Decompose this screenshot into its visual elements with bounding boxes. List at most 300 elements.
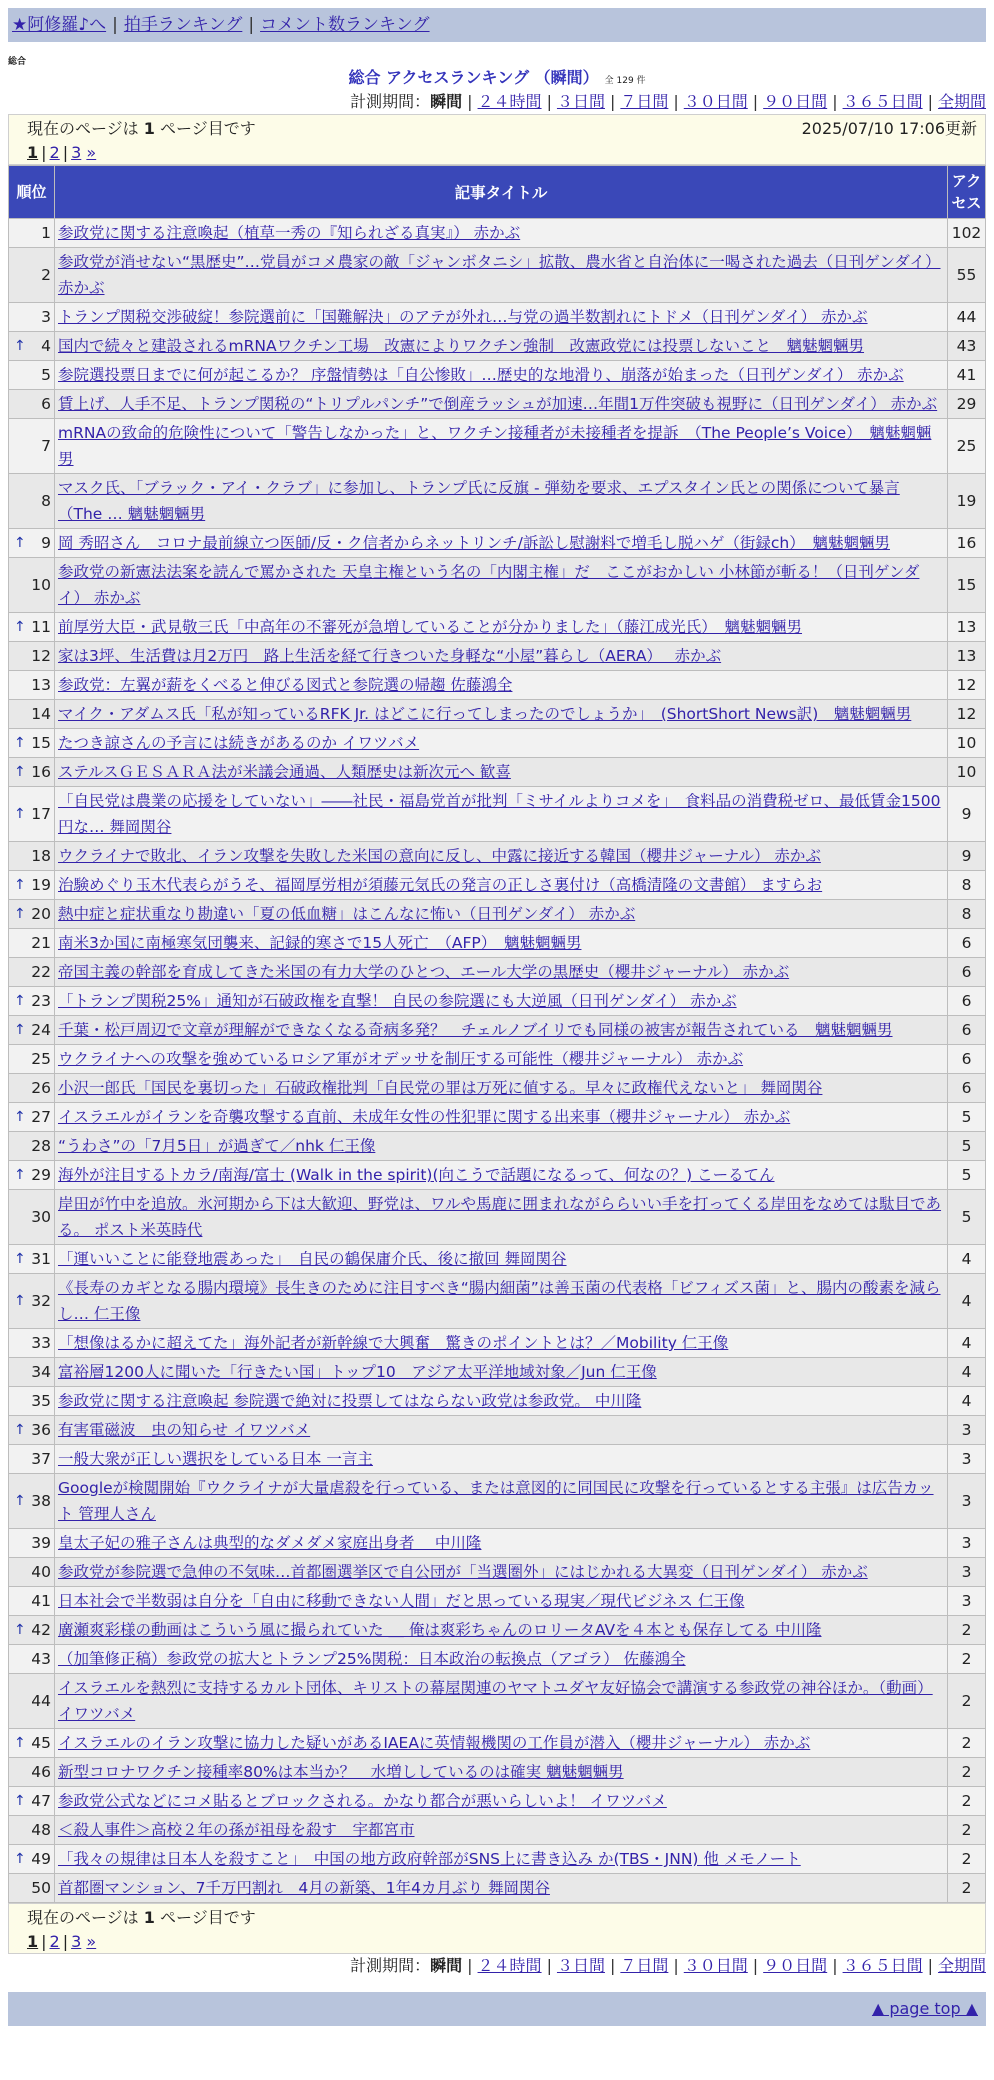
table-row (9, 529, 985, 557)
access-count: 55 (948, 248, 985, 302)
up-arrow-icon: ↑ (14, 535, 26, 551)
pager-separator: | (62, 1932, 69, 1951)
table-row (9, 248, 985, 302)
title-cell (55, 219, 947, 247)
ranking-table (8, 165, 986, 1903)
article-link[interactable]: Googleが検閲開始『ウクライナが大量虐殺を行っている、または意図的に同国民に攻撃を行っているとする主張』は広告カット 管理人さん (58, 1479, 934, 1523)
up-arrow-icon: ↑ (14, 1109, 26, 1125)
period-option-link[interactable]: 全期間 (937, 1956, 986, 1975)
footer-bar (8, 1992, 986, 2026)
title-cell (55, 929, 947, 957)
access-count: 25 (948, 419, 985, 473)
article-link[interactable]: イスラエルを熱烈に支持するカルト団体、キリストの幕屋関連のヤマトユダヤ友好協会で講演する参政党の神谷ほか。（動画） イワツバメ (58, 1679, 933, 1723)
article-link[interactable]: 参政党に関する注意喚起（植草一秀の『知られざる真実』） 赤かぶ (58, 224, 521, 242)
access-count: 2 (948, 1874, 985, 1902)
article-link[interactable]: 参政党に関する注意喚起 参院選で絶対に投票してはならない政党は参政党。 中川隆 (58, 1392, 642, 1410)
article-link[interactable]: ウクライナへの攻撃を強めているロシア軍がオデッサを制圧する可能性（櫻井ジャーナル） 赤かぶ (58, 1050, 744, 1068)
access-count: 2 (948, 1845, 985, 1873)
period-option-link[interactable]: ３０日間 (683, 92, 748, 111)
title-cell (55, 758, 947, 786)
title-cell (55, 900, 947, 928)
title-cell (55, 1645, 947, 1673)
article-link[interactable]: 治験めぐり玉木代表らがうそ、福岡厚労相が須藤元気氏の発言の正しさ裏付け（高橋清隆の文書館） ますらお (58, 876, 823, 894)
article-link[interactable]: たつき諒さんの予言には続きがあるのか イワツバメ (58, 734, 420, 752)
rank-cell (9, 758, 54, 786)
table-row (9, 842, 985, 870)
period-option-link[interactable]: ２４時間 (477, 1956, 542, 1975)
access-count: 10 (948, 758, 985, 786)
rank-number: 45 (31, 1734, 51, 1752)
rank-number: 6 (41, 395, 51, 413)
section-label: 総合 (8, 57, 27, 67)
rank-number: 37 (31, 1450, 51, 1468)
rank-number: 44 (31, 1692, 51, 1710)
header-count: アクセス (948, 166, 985, 218)
article-link[interactable]: 岡 秀昭さん コロナ最前線立つ医師/反・ク信者からネットリンチ/訴訟し慰謝料で増毛し脱ハゲ（街録ch） 魑魅魍魎男 (58, 534, 890, 552)
rank-number: 43 (31, 1650, 51, 1668)
top-nav (8, 8, 986, 42)
article-link[interactable]: 参院選投票日までに何が起こるか？ 序盤情勢は「自公惨敗」…歴史的な地滑り、崩落が始まった（日刊ゲンダイ） 赤かぶ (58, 366, 904, 384)
pager-next-link[interactable]: » (86, 1932, 97, 1951)
access-count: 8 (948, 871, 985, 899)
pager-page-link[interactable]: 3 (71, 143, 82, 162)
article-link[interactable]: 参政党が参院選で急伸の不気味…首都圏選挙区で自公団が「当選圏外」にはじかれる大異変（日刊ゲンダイ） 赤かぶ (58, 1563, 868, 1581)
pager-status-suffix: ページ目です (154, 1908, 256, 1927)
rank-number: 47 (31, 1792, 51, 1810)
up-arrow-icon: ↑ (14, 1251, 26, 1267)
title-cell (55, 1245, 947, 1273)
period-option-link[interactable]: ３日間 (556, 1956, 605, 1975)
period-separator: | (546, 1956, 552, 1975)
title-cell (55, 1274, 947, 1328)
rank-cell (9, 1132, 54, 1160)
article-link[interactable]: 前厚労大臣・武見敬三氏「中高年の不審死が急増していることが分かりました」（藤江成光氏） 魑魅魍魎男 (58, 618, 803, 636)
rank-number: 12 (31, 647, 51, 665)
article-link[interactable]: ウクライナで敗北、イラン攻撃を失敗した米国の意向に反し、中露に接近する韓国（櫻井ジャーナル） 赤かぶ (58, 847, 821, 865)
title-cell (55, 729, 947, 757)
rank-cell (9, 1587, 54, 1615)
access-count: 2 (948, 1816, 985, 1844)
rank-number: 31 (31, 1250, 51, 1268)
table-row (9, 1045, 985, 1073)
table-row (9, 1758, 985, 1786)
rank-number: 26 (31, 1079, 51, 1097)
period-separator: | (609, 92, 616, 111)
article-link[interactable]: 「想像はるかに超えてた」海外記者が新幹線で大興奮 驚きのポイントとは？／Mobility 仁王像 (58, 1334, 729, 1352)
title-cell (55, 1787, 947, 1815)
table-row (9, 671, 985, 699)
article-link[interactable]: 帝国主義の幹部を育成してきた米国の有力大学のひとつ、エール大学の黒歴史（櫻井ジャーナル） 赤かぶ (58, 963, 790, 981)
up-arrow-icon: ↑ (14, 1793, 26, 1809)
access-count: 5 (948, 1161, 985, 1189)
up-arrow-icon: ↑ (14, 735, 26, 751)
pager (8, 114, 986, 165)
nav-separator: | (112, 15, 118, 35)
access-count: 6 (948, 987, 985, 1015)
rank-number: 7 (41, 437, 51, 455)
title-cell (55, 1587, 947, 1615)
article-link[interactable]: イスラエルがイランを奇襲攻撃する直前、未成年女性の性犯罪に関する出来事（櫻井ジャーナル） 赤かぶ (58, 1108, 791, 1126)
comment-ranking-link[interactable]: コメント数ランキング (260, 15, 430, 35)
rank-number: 21 (31, 934, 51, 952)
article-link[interactable]: ステルスＧＥＳＡＲＡ法が米議会通過、人類歴史は新次元へ 歓喜 (58, 763, 511, 781)
article-link[interactable]: 首都圏マンション、7千万円割れ 4月の新築、1年4カ月ぶり 舞岡関谷 (58, 1879, 550, 1897)
table-row (9, 1674, 985, 1728)
period-separator: | (467, 92, 473, 111)
table-row (9, 1587, 985, 1615)
pager-current-page: 1 (27, 1932, 39, 1951)
pager-status (27, 1906, 256, 1930)
access-count: 6 (948, 1074, 985, 1102)
article-link[interactable]: トランプ関税交渉破綻！参院選前に「国難解決」のアテが外れ…与党の過半数割れにトドメ（日刊ゲンダイ） 赤かぶ (58, 308, 868, 326)
title-cell (55, 642, 947, 670)
rank-number: 8 (41, 492, 51, 510)
table-row (9, 332, 985, 360)
article-link[interactable]: 海外が注目するトカラ/南海/富士 (Walk in the spirit)(向こうで話題になるって、何なの？) こーるてん (58, 1166, 775, 1184)
rank-cell (9, 1674, 54, 1728)
rank-number: 3 (41, 308, 51, 326)
rank-number: 11 (31, 618, 51, 636)
rank-cell (9, 248, 54, 302)
home-link[interactable]: ★阿修羅♪へ (12, 15, 107, 35)
access-count: 3 (948, 1474, 985, 1528)
pager-links (27, 141, 977, 165)
title-cell (55, 1474, 947, 1528)
rank-number: 30 (31, 1208, 51, 1226)
period-option-link[interactable]: 全期間 (937, 92, 986, 111)
rank-number: 4 (41, 337, 51, 355)
rank-cell (9, 1045, 54, 1073)
access-count: 2 (948, 1645, 985, 1673)
rank-number: 10 (31, 576, 51, 594)
up-arrow-icon: ↑ (14, 1422, 26, 1438)
article-link[interactable]: 「トランプ関税25%」通知が石破政権を直撃！ 自民の参院選にも大逆風（日刊ゲンダイ） 赤かぶ (58, 992, 737, 1010)
title-cell (55, 700, 947, 728)
rank-cell (9, 1161, 54, 1189)
article-link[interactable]: 賃上げ、人手不足、トランプ関税の“トリプルパンチ”で倒産ラッシュが加速…年間1万件突破も視野に（日刊ゲンダイ） 赤かぶ (58, 395, 938, 413)
rank-number: 35 (31, 1392, 51, 1410)
access-count: 44 (948, 303, 985, 331)
period-separator: | (673, 1956, 679, 1975)
pager-page-link[interactable]: 3 (71, 1932, 82, 1951)
article-link[interactable]: 熱中症と症状重なり勘違い「夏の低血糖」はこんなに怖い（日刊ゲンダイ） 赤かぶ (58, 905, 636, 923)
table-row (9, 787, 985, 841)
table-row (9, 1416, 985, 1444)
article-link[interactable]: イスラエルのイラン攻撃に協力した疑いがあるIAEAに英情報機関の工作員が潜入（櫻井ジャーナル） 赤かぶ (58, 1734, 811, 1752)
access-count: 6 (948, 1045, 985, 1073)
table-row (9, 1132, 985, 1160)
title-cell (55, 671, 947, 699)
rank-number: 39 (31, 1534, 51, 1552)
rank-number: 49 (31, 1850, 51, 1868)
title-cell (55, 1845, 947, 1873)
rank-cell (9, 1787, 54, 1815)
period-separator: | (673, 92, 679, 111)
table-row (9, 1729, 985, 1757)
pager-links (27, 1930, 977, 1954)
table-row (9, 419, 985, 473)
article-link[interactable]: 参政党：左翼が薪をくべると伸びる図式と参院選の帰趨 佐藤鴻全 (58, 676, 513, 694)
rank-cell (9, 842, 54, 870)
up-arrow-icon: ↑ (14, 619, 26, 635)
access-count: 15 (948, 558, 985, 612)
pager-status-row (27, 1906, 977, 1930)
page-title (0, 66, 994, 90)
table-row (9, 1387, 985, 1415)
article-link[interactable]: 皇太子妃の雅子さんは典型的なダメダメ家庭出身者 中川隆 (58, 1534, 482, 1552)
title-cell (55, 1132, 947, 1160)
rank-cell (9, 1445, 54, 1473)
rank-cell (9, 1190, 54, 1244)
title-cell (55, 1758, 947, 1786)
table-row (9, 558, 985, 612)
period-option-link[interactable]: ３日間 (556, 92, 605, 111)
period-option-link[interactable]: ９０日間 (763, 92, 828, 111)
title-cell (55, 1190, 947, 1244)
rank-cell (9, 558, 54, 612)
period-option-link[interactable]: ３０日間 (683, 1956, 748, 1975)
period-separator: | (927, 1956, 933, 1975)
updated-timestamp: 2025/07/10 17:06更新 (801, 119, 977, 138)
article-link[interactable]: 「運いいことに能登地震あった」 自民の鶴保庸介氏、後に撤回 舞岡関谷 (58, 1250, 567, 1268)
table-row (9, 1103, 985, 1131)
pager-page-link[interactable]: 2 (49, 1932, 60, 1951)
up-arrow-icon: ↑ (14, 1851, 26, 1867)
page-title-text: 総合 アクセスランキング （瞬間） (348, 68, 599, 87)
rank-cell (9, 958, 54, 986)
article-link[interactable]: 有害電磁波 虫の知らせ イワツバメ (58, 1421, 311, 1439)
rank-number: 25 (31, 1050, 51, 1068)
access-count: 6 (948, 929, 985, 957)
table-row (9, 1645, 985, 1673)
article-link[interactable]: 千葉・松戸周辺で文章が理解ができなくなる奇病多発？ チェルノブイリでも同様の被害が報告されている 魑魅魍魎男 (58, 1021, 893, 1039)
article-link[interactable]: 岸田が竹中を追放。氷河期から下は大歓迎、野党は、ワルや馬鹿に囲まれながららいい手を打ってくる岸田をなめては駄目である。 ポスト米英時代 (58, 1195, 942, 1239)
rank-cell (9, 1103, 54, 1131)
access-count: 5 (948, 1132, 985, 1160)
period-label: 計測期間： (350, 92, 431, 111)
title-cell (55, 1416, 947, 1444)
title-cell (55, 1816, 947, 1844)
rank-number: 29 (31, 1166, 51, 1184)
period-option-link[interactable]: ９０日間 (763, 1956, 828, 1975)
title-cell (55, 1874, 947, 1902)
table-row (9, 1161, 985, 1189)
page-top-link[interactable]: ▲ page top ▲ (871, 1999, 978, 2018)
rank-number: 38 (31, 1492, 51, 1510)
article-link[interactable]: mRNAの致命的危険性について「警告しなかった」と、ワクチン接種者が未接種者を提訴 （The People’s Voice） 魑魅魍魎男 (58, 424, 932, 468)
article-link[interactable]: 日本社会で半数弱は自分を「自由に移動できない人間」だと思っている現実／現代ビジネス 仁王像 (58, 1592, 745, 1610)
rank-cell (9, 642, 54, 670)
table-row (9, 1558, 985, 1586)
pager-bottom (8, 1903, 986, 1954)
article-link[interactable]: 家は3坪、生活費は月2万円 路上生活を経て行きついた身軽な“小屋”暮らし（AERA） 赤かぶ (58, 647, 722, 665)
rank-cell (9, 787, 54, 841)
title-cell (55, 1674, 947, 1728)
access-count: 9 (948, 842, 985, 870)
rank-number: 27 (31, 1108, 51, 1126)
rank-cell (9, 1329, 54, 1357)
pager-separator: | (41, 143, 47, 162)
rank-cell (9, 332, 54, 360)
rank-cell (9, 1416, 54, 1444)
table-row (9, 1358, 985, 1386)
title-cell (55, 787, 947, 841)
rank-cell (9, 1474, 54, 1528)
table-row (9, 729, 985, 757)
title-cell (55, 1445, 947, 1473)
article-link[interactable]: 参政党の新憲法法案を読んで罵かされた 天皇主権という名の「内閣主権」だ ここがおかしい 小林節が斬る！（日刊ゲンダイ） 赤かぶ (58, 563, 920, 607)
table-row (9, 1845, 985, 1873)
pager-page-link[interactable]: 2 (49, 143, 60, 162)
pager-status-row (27, 117, 977, 141)
rank-number: 16 (31, 763, 51, 781)
article-link[interactable]: ＜殺人事件＞高校２年の孫が祖母を殺す 宇都宮市 (58, 1821, 415, 1839)
title-cell (55, 361, 947, 389)
table-row (9, 1190, 985, 1244)
article-link[interactable]: マイク・アダムス氏「私が知っているRFK Jr. はどこに行ってしまったのでしょうか」 (ShortShort News訳) 魑魅魍魎男 (58, 705, 912, 723)
access-count: 6 (948, 958, 985, 986)
access-count: 2 (948, 1729, 985, 1757)
article-link[interactable]: “うわさ”の「7月5日」が過ぎて／nhk 仁王像 (58, 1137, 376, 1155)
article-link[interactable]: 参政党公式などにコメ貼るとブロックされる。かなり都合が悪いらしいよ！ イワツバメ (58, 1792, 667, 1810)
rank-number: 24 (31, 1021, 51, 1039)
access-count: 4 (948, 1245, 985, 1273)
table-row (9, 1245, 985, 1273)
rank-cell (9, 1729, 54, 1757)
rank-cell (9, 361, 54, 389)
up-arrow-icon: ↑ (14, 338, 26, 354)
up-arrow-icon: ↑ (14, 906, 26, 922)
applause-ranking-link[interactable]: 拍手ランキング (123, 15, 243, 35)
rank-cell (9, 700, 54, 728)
access-count: 2 (948, 1616, 985, 1644)
article-link[interactable]: 富裕層1200人に聞いた「行きたい国」トップ10 アジア太平洋地域対象／Jun 仁王像 (58, 1363, 657, 1381)
access-count: 4 (948, 1387, 985, 1415)
table-row (9, 303, 985, 331)
title-cell (55, 558, 947, 612)
period-selector (0, 90, 994, 114)
title-cell (55, 419, 947, 473)
access-count: 2 (948, 1787, 985, 1815)
table-row (9, 1074, 985, 1102)
pager-next-link[interactable]: » (86, 143, 97, 162)
article-link[interactable]: 新型コロナワクチン接種率80%は本当か？ 水増ししているのは確実 魑魅魍魎男 (58, 1763, 624, 1781)
table-row (9, 1474, 985, 1528)
rank-number: 46 (31, 1763, 51, 1781)
rank-number: 18 (31, 847, 51, 865)
article-link[interactable]: 小沢一郎氏「国民を裏切った」石破政権批判「自民党の罪は万死に値する。早々に政権代えないと」 舞岡関谷 (58, 1079, 823, 1097)
rank-number: 19 (31, 876, 51, 894)
pager-separator: | (62, 143, 69, 162)
rank-number: 32 (31, 1292, 51, 1310)
article-link[interactable]: 一般大衆が正しい選択をしている日本 一言主 (58, 1450, 373, 1468)
article-link[interactable]: 《長寿のカギとなる腸内環境》長生きのために注目すべき“腸内細菌”は善玉菌の代表格「ビフィズス菌」と、腸内の酸素を減らし… 仁王像 (58, 1279, 941, 1323)
rank-number: 14 (31, 705, 51, 723)
title-cell (55, 1045, 947, 1073)
rank-number: 17 (31, 805, 51, 823)
table-row (9, 474, 985, 528)
rank-cell (9, 1816, 54, 1844)
rank-cell (9, 900, 54, 928)
rank-cell (9, 871, 54, 899)
title-cell (55, 1161, 947, 1189)
period-current: 瞬間 (430, 92, 463, 111)
table-row (9, 700, 985, 728)
period-option-link[interactable]: ３６５日間 (842, 92, 923, 111)
article-link[interactable]: （加筆修正稿）参政党の拡大とトランプ25%関税：日本政治の転換点（アゴラ） 佐藤鴻全 (58, 1650, 686, 1668)
pager-status-prefix: 現在のページは (27, 119, 144, 138)
article-link[interactable]: マスク氏、「ブラック・アイ・クラブ」に参加し、トランプ氏に反旗 - 弾劾を要求、エプスタイン氏との関係について暴言（The … 魑魅魍魎男 (58, 479, 900, 523)
rank-cell (9, 419, 54, 473)
article-link[interactable]: 国内で続々と建設されるmRNAワクチン工場 改憲によりワクチン強制 改憲政党には投票しないこと 魑魅魍魎男 (58, 337, 865, 355)
title-cell (55, 390, 947, 418)
table-row (9, 1529, 985, 1557)
rank-cell (9, 1274, 54, 1328)
table-row (9, 900, 985, 928)
rank-cell (9, 1245, 54, 1273)
rank-cell (9, 1645, 54, 1673)
up-arrow-icon: ↑ (14, 806, 26, 822)
table-row (9, 1329, 985, 1357)
rank-cell (9, 929, 54, 957)
article-link[interactable]: 南米3か国に南極寒気団襲来、記録的寒さで15人死亡 （AFP） 魑魅魍魎男 (58, 934, 582, 952)
rank-number: 28 (31, 1137, 51, 1155)
access-count: 3 (948, 1587, 985, 1615)
rank-number: 34 (31, 1363, 51, 1381)
title-cell (55, 871, 947, 899)
period-option-link[interactable]: ２４時間 (477, 92, 542, 111)
table-row (9, 1787, 985, 1815)
article-link[interactable]: 廣瀬爽彩様の動画はこういう風に撮られていた ＿ 俺は爽彩ちゃんのロリータAVを４本とも保存してる 中川隆 (58, 1621, 822, 1639)
title-cell (55, 332, 947, 360)
access-count: 19 (948, 474, 985, 528)
title-cell (55, 1358, 947, 1386)
article-link[interactable]: 「我々の規律は日本人を殺すこと」 中国の地方政府幹部がSNS上に書き込み か(TBS・JNN) 他 メモノート (58, 1850, 801, 1868)
table-row (9, 1616, 985, 1644)
article-link[interactable]: 「自民党は農業の応援をしていない」――社民・福島党首が批判「ミサイルよりコメを」 食料品の消費税ゼロ、最低賃金1500円な… 舞岡関谷 (58, 792, 941, 836)
period-option-link[interactable]: ７日間 (620, 92, 669, 111)
rank-number: 1 (41, 224, 51, 242)
pager-separator: | (41, 1932, 47, 1951)
rank-cell (9, 1074, 54, 1102)
period-current: 瞬間 (430, 1956, 463, 1975)
rank-number: 41 (31, 1592, 51, 1610)
up-arrow-icon: ↑ (14, 1493, 26, 1509)
table-row (9, 758, 985, 786)
table-row (9, 1445, 985, 1473)
period-label: 計測期間： (350, 1956, 431, 1975)
rank-number: 13 (31, 676, 51, 694)
pager-status (27, 117, 256, 141)
table-row (9, 390, 985, 418)
period-option-link[interactable]: ７日間 (620, 1956, 669, 1975)
access-count: 4 (948, 1358, 985, 1386)
article-link[interactable]: 参政党が消せない“黒歴史”…党員がコメ農家の敵「ジャンボタニシ」拡散、農水省と自治体に一喝された過去（日刊ゲンダイ） 赤かぶ (58, 253, 941, 297)
rank-number: 40 (31, 1563, 51, 1581)
period-separator: | (546, 92, 552, 111)
period-option-link[interactable]: ３６５日間 (842, 1956, 923, 1975)
access-count: 5 (948, 1190, 985, 1244)
rank-number: 20 (31, 905, 51, 923)
title-cell (55, 1616, 947, 1644)
access-count: 43 (948, 332, 985, 360)
table-row (9, 871, 985, 899)
rank-cell (9, 474, 54, 528)
period-separator: | (609, 1956, 616, 1975)
rank-number: 48 (31, 1821, 51, 1839)
pager-current-page: 1 (27, 143, 39, 162)
title-cell (55, 1103, 947, 1131)
